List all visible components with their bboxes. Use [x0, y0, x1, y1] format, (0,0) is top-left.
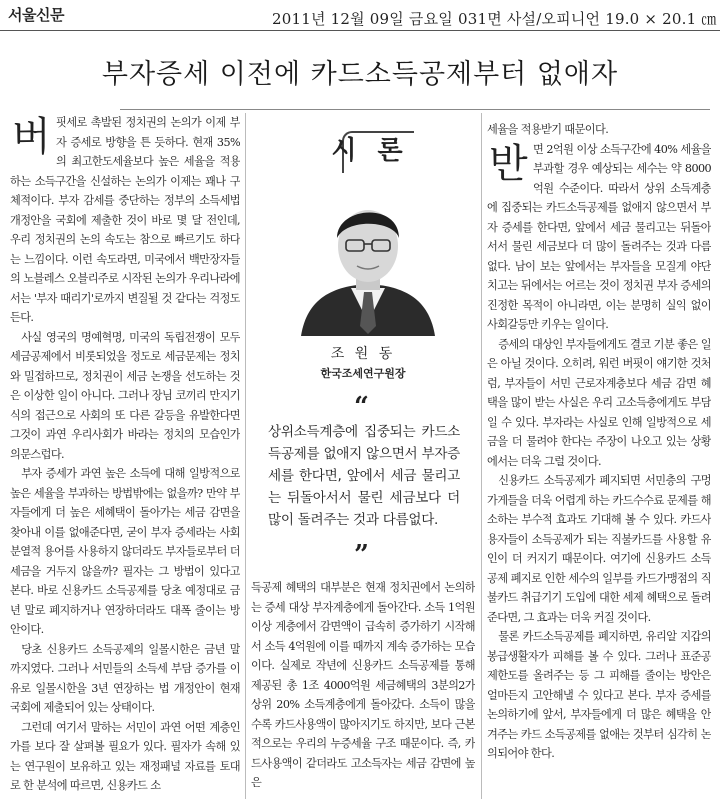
pull-quote: 상위소득계층에 집중되는 카드소득공제를 없애지 않으면서 부자증세를 한다면, 앞에서 세금 물리고는 뒤돌아서서 물린 세금보다 더 많이 돌려주는 것과 다름없다. [268, 424, 460, 528]
paragraph: 면 2억원 이상 소득구간에 40% 세율을 부과할 경우 예상되는 세수는 약 8000억원 수준이다. 따라서 상위 소득계층에 집중되는 카드소득공제를 없애지 않으면서 부자 증세를 한다면, 앞에서 세금 물리고는 뒤돌아서서 물린 세금보다 더 많이 돌려주는 것과 다름없다. 남이 보는 앞에서는 부자들을 모질게 야단치고는 뒤에서는 어르는 것이 정치권 부자 증세의 진정한 목적이 아니라면, 이는 분명히 실익 없이 사회갈등만 키우는 일이다. [487, 142, 711, 331]
headline-rule [120, 109, 710, 110]
paragraph: 물론 카드소득공제를 폐지하면, 유리알 지갑의 봉급생활자가 피해를 볼 수 있다. 그러나 표준공제한도를 올려주는 등 그 피해를 줄이는 방안은 얼마든지 고안해낼 수 있다고 본다. 부자 증세를 논의하기에 앞서, 부자들에게 더 많은 혜택을 안겨주는 카드 소득공제를 없애는 것부터 심각히 논의되어야 한다. [487, 630, 711, 760]
newspaper-masthead: 서울신문 [8, 6, 64, 24]
publication-dateline: 2011년 12월 09일 금요일 031면 사설/오피니언 19.0 × 20.1 ㎝ [272, 10, 717, 28]
author-portrait [293, 188, 443, 336]
article-headline: 부자증세 이전에 카드소득공제부터 없애자 [101, 59, 619, 90]
paragraph: 득공제 혜택의 대부분은 현재 정치권에서 논의하는 증세 대상 부자계층에게 돌아간다. 소득 1억원 이상 계층에서 감면액이 급속히 증가하기 시작해서 소득 4억원에 이를 때까지 계속 증가하는 모습이다. 실제로 작년에 신용카드 소득공제를 통해 제공된 총 1조 4000억원 세금혜택의 3분의2가 상위 20% 소득계층에게 돌아갔다. 소득이 많을수록 카드사용액이 많아지기도 하지만, 보다 근본적으로는 우리의 누증세율 구조 때문이다. 즉, 카드사용액이 같더라도 고소득자는 세금 감면에 높은 [251, 581, 475, 789]
article-column-right [487, 120, 711, 799]
drop-cap: 반 [489, 140, 528, 187]
author-title: 한국조세연구원장 [320, 367, 406, 380]
close-quote-mark: ” [354, 540, 369, 570]
open-quote-mark: “ [354, 392, 369, 422]
paragraph: 그런데 여기서 말하는 서민이 과연 어떤 계층인가를 보다 잘 살펴볼 필요가 있다. 필자가 속해 있는 연구원이 보유하고 있는 재정패널 자료를 토대로 한 분석에 따르면, 신용카드 소 [10, 720, 240, 792]
paragraph: 당초 신용카드 소득공제의 일몰시한은 금년 말까지였다. 그러나 서민들의 소득세 부담 증가를 이유로 일몰시한을 3년 연장하는 법 개정안이 현재 국회에 제출되어 있는 상태이다. [10, 642, 240, 714]
article-column-left [10, 113, 240, 799]
drop-cap: 버 [12, 114, 51, 160]
section-kicker: 시 론 [331, 136, 409, 166]
paragraph: 부자 증세가 과연 높은 소득에 대해 일방적으로 높은 세율을 부과하는 방법밖에는 없을까? 만약 부자들에게 더 높은 세혜택이 돌아가는 세금 감면을 찾아내 이를 없애준다면, 굳이 부자 증세라는 사회 분열적 용어를 사용하지 않더라도 부자들로부터 더 세금을 거두지 않을까? 필자는 그 방법이 있다고 본다. 바로 신용카드 소득공제를 당초 예정대로 금년 말로 폐지하거나 연장하더라도 대폭 줄이는 방안이다. [10, 467, 240, 636]
top-rule [0, 30, 720, 31]
article-column-middle [251, 578, 475, 799]
column-divider [481, 113, 482, 799]
paragraph: 신용카드 소득공제가 폐지되면 서민층의 구멍가게들을 더욱 어렵게 하는 카드수수료 문제를 해소하는 부수적 효과도 기대해 볼 수 있다. 카드사용자들이 소득공제가 되는 직불카드를 사용할 유인이 더 커지기 때문이다. 여기에 신용카드 소득공제 폐지로 인한 세수의 일부를 카드가맹점의 직불카드 취급기기 도입에 대한 세제 혜택으로 돌려준다면, 그 효과는 더욱 커질 것이다. [487, 474, 711, 624]
paragraph: 핏세로 촉발된 정치권의 논의가 이제 부자 증세로 방향을 튼 듯하다. 현재 35%의 최고한도세율보다 높은 세율을 적용하는 소득구간을 신설하는 논의가 이제는 꽤나 구체적이다. 부자 감세를 중단하는 정부의 소득세법 개정안을 국회에 제출한 것이 바로 몇 달 전인데, 우리 정치권의 논의 속도는 참으로 빠르기도 하다는 느낌이다. 이런 속도라면, 미국에서 백만장자들의 노블레스 오블리주로 시작된 논의가 우리나라에서는 '부자 때리기'로까지 변질될 것 같다는 걱정도 든다. [10, 116, 240, 324]
author-name: 조 원 동 [330, 346, 396, 362]
paragraph: 세율을 적용받기 때문이다. [487, 123, 609, 136]
column-divider [245, 113, 246, 799]
paragraph: 사실 영국의 명예혁명, 미국의 독립전쟁이 모두 세금공제에서 비롯되었을 정도로 세금문제는 정치와 밀접하므로, 정치권이 세금 논쟁을 선도하는 것은 이상한 일이 아니다. 그러나 장님 코끼리 만지기 식의 접근으로 사회의 또 다른 갈등을 유발한다면 그것이 과연 우리사회가 바라는 정치의 모습인가 의문스럽다. [10, 330, 240, 461]
paragraph: 증세의 대상인 부자들에게도 결코 기분 좋은 일은 아닐 것이다. 오히려, 워런 버핏이 얘기한 것처럼, 부자들이 서민 근로자계층보다 세금 감면 혜택을 많이 받는 사실은 우리 고소득층에게도 부담일 수 있다. 부자라는 사실로 인해 일방적으로 세금을 더 물려야 한다는 주장이 나오고 있는 상황에서는 더욱 그럴 것이다. [487, 337, 711, 468]
